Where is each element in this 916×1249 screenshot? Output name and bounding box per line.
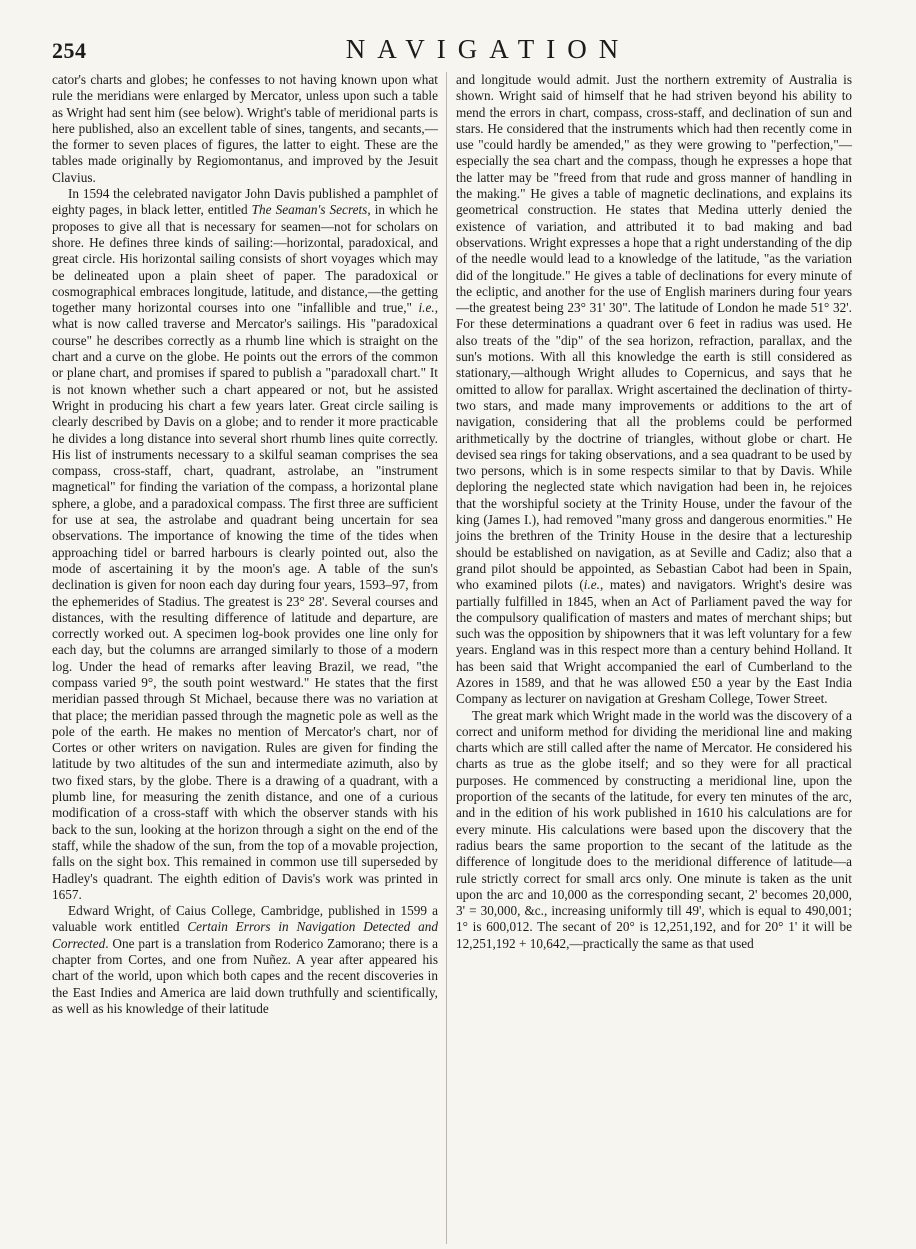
page-number: 254: [52, 38, 87, 63]
right-column: [456, 72, 852, 952]
column-divider: [446, 72, 447, 1244]
running-title: NAVIGATION: [345, 34, 631, 64]
paragraph: Edward Wright, of Caius College, Cambridge, published in 1599 a valuable work entitled Certain Errors in Navigation Detected and Corrected. One part is a translation from Roderico Zamorano; there is a chapter from Cortes, and one from Nuñez. A year after appeared his chart of the world, upon which both capes and the recent discoveries in the East Indies and America are laid down truthfully and scientifically, as well as his knowledge of their latitude: [52, 903, 438, 1016]
book-title: Certain Errors in Navigation Detected and Corrected: [52, 919, 438, 951]
paragraph: In 1594 the celebrated navigator John Davis published a pamphlet of eighty pages, in black letter, entitled The Seaman's Secrets, in which he proposes to give all that is necessary for seamen—not for scholars on shore. He defines three kinds of sailing:—horizontal, paradoxical, and great circle. His horizontal sailing consists of short voyages which may be delineated upon a plain sheet of paper. The paradoxical or cosmographical embraces longitude, latitude, and distance,—the getting together many horizontal courses into one "infallible and true," i.e., what is now called traverse and Mercator's sailings. His "paradoxical course" he describes correctly as a rhumb line which is straight on the chart and a curve on the globe. He points out the errors of the common or plane chart, and promises if spared to publish a "paradoxall chart." It is not known whether such a chart appeared or not, but he assisted Wright in producing his chart a few years later. Great circle sailing is clearly described by Davis on a globe; and to render it more practicable he divides a long distance into several short rhumb lines quite correctly. His list of instruments necessary to a skilful seaman comprises the sea compass, cross-staff, chart, quadrant, astrolabe, an "instrument magnetical" for finding the variation of the compass, a horizontal plane sphere, a globe, and a paradoxical compass. The first three are sufficient for use at sea, the astrolabe and quadrant being uncertain for sea observations. The importance of knowing the time of the tides when approaching tidel or barred harbours is clearly pointed out, also the mode of ascertaining it by the moon's age. A table of the sun's declination is given for noon each day during four years, 1593–97, from the ephemerides of Stadius. The greatest is 23° 28'. Several courses and distances, with the resulting difference of latitude and departure, are correctly worked out. A specimen log-book provides one line only for each day, but the columns are arranged similarly to those of a modern log. Under the head of remarks after leaving Brazil, we read, "the compass varied 9°, the south point westward." He states that the first meridian passed through St Michael, because there was no variation at that place; the meridian passed through the magnetic pole as well as the pole of the earth. He makes no mention of Mercator's chart, nor of Cortes or other writers on navigation. Rules are given for finding the latitude by two altitudes of the sun and intermediate azimuth, also by two fixed stars, by the globe. There is a drawing of a quadrant, with a plumb line, for measuring the zenith distance, and one of a curious modification of a cross-staff with which the observer stands with his back to the sun, looking at the horizon through a sight on the end of the staff, while the shadow of the sun, from the top of a movable projection, falls on the sight box. This remained in common use till superseded by Hadley's quadrant. The eighth edition of Davis's work was printed in 1657.: [52, 186, 438, 902]
page-header: [52, 34, 864, 68]
paragraph: and longitude would admit. Just the northern extremity of Australia is shown. Wright said of himself that he had striven beyond his ability to mend the errors in chart, compass, cross-staff, and declination of sun and stars. He considered that the instruments which had then recently come in use "could hardly be amended," as they were growing to "perfection,"—especially the sea chart and the compass, though he expresses a hope that the latter may be "freed from that rude and gross manner of handling in the making." He gives a table of magnetic declinations, and explains its geometrical construction. He states that Medina utterly denied the existence of variation, and attributed it to bad making and bad observations. Wright expresses a hope that a right understanding of the dip of the needle would lead to a knowledge of the latitude, "as the variation did of the longitude." He gives a table of declinations for every minute of the ecliptic, and another for the use of English mariners during four years—the greatest being 23° 31' 30". The latitude of London he made 51° 32'. For these determinations a quadrant over 6 feet in radius was used. He also treats of the "dip" of the sea horizon, refraction, parallax, and the sun's motions. With all this knowledge the earth is still considered as stationary,—although Wright alludes to Copernicus, and says that he omitted to allow for parallax. Wright ascertained the declination of thirty-two stars, and made many improvements or additions to the art of navigation, considering that all the problems could be performed arithmetically by the doctrine of triangles, without globe or chart. He devised sea rings for taking observations, and a sea quadrant to be used by two persons, which is in some respects similar to that by Davis. While deploring the neglected state which navigation had been in, he rejoices that the worshipful society at the Trinity House, under the favour of the king (James I.), had removed "many gross and dangerous enormities." He joins the brethren of the Trinity House in the desire that a lectureship should be established on navigation, as at Seville and Cadiz; also that a grand pilot should be appointed, as Sebastian Cabot had been in Spain, who examined pilots (i.e., mates) and navigators. Wright's desire was partially fulfilled in 1845, when an Act of Parliament paved the way for the compulsory qualification of masters and mates of merchant ships; but such was the opposition by shipowners that it was left voluntary for a few years. England was in this respect more than a century behind Holland. It has been said that Wright accompanied the earl of Cumberland to the Azores in 1589, and that he was allowed £50 a year by the East India Company as lecturer on navigation at Gresham College, Tower Street.: [456, 72, 852, 707]
left-column: [52, 72, 438, 1017]
paragraph: The great mark which Wright made in the world was the discovery of a correct and uniform method for dividing the meridional line and making charts which are still called after the name of Mercator. He considered his charts as true as the globe itself; and so they were for all practical purposes. He commenced by constructing a meridional line, upon the proportion of the secants of the latitude, for every ten minutes of the arc, and in the edition of his work published in 1610 his calculations are for every minute. His calculations were based upon the discovery that the radius bears the same proportion to the secant of the latitude as the difference of longitude does to the meridional difference of latitude—a rule strictly correct for small arcs only. One minute is taken as the unit upon the arc and 10,000 as the corresponding secant, 2' becomes 20,000, 3' = 30,000, &c., increasing uniformly till 49', which is equal to 490,001; 1° is 600,012. The secant of 20° is 12,251,192, and for 20° 1' it will be 12,251,192 + 10,642,—practically the same as that used: [456, 707, 852, 951]
paragraph: cator's charts and globes; he confesses to not having known upon what rule the meridians were enlarged by Mercator, unless upon such a table as Wright had sent him (see below). Wright's table of meridional parts is here published, also an excellent table of sines, tangents, and secants,—the former to seven places of figures, the latter to eight. These are the tables made originally by Regiomontanus, and improved by the Jesuit Clavius.: [52, 72, 438, 185]
book-title: The Seaman's Secrets: [251, 202, 368, 218]
